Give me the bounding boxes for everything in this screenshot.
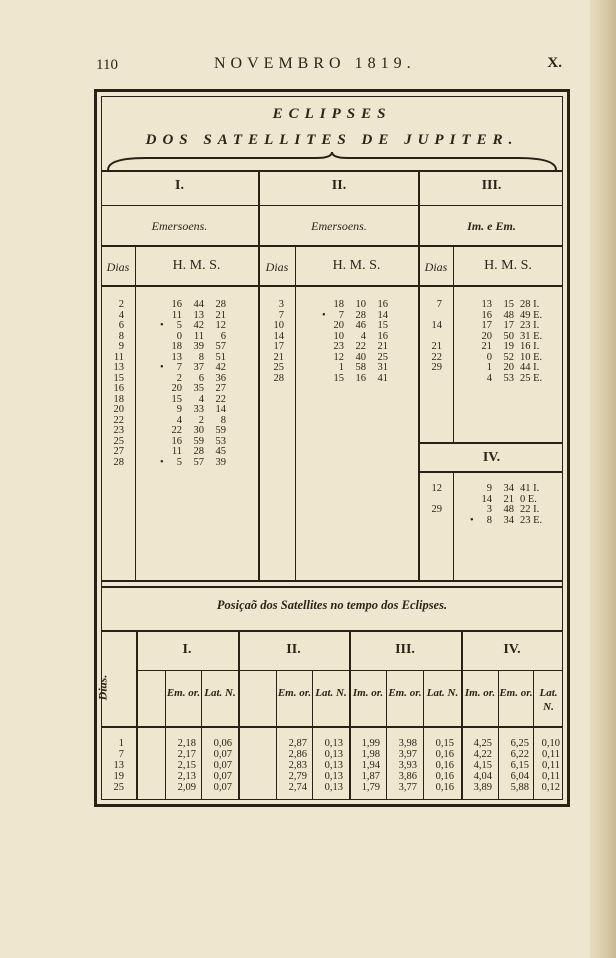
hour-cell: 21 (481, 341, 492, 352)
day-cell: 29 (431, 362, 442, 373)
second-cell: 10 E. (520, 351, 543, 363)
second-cell: 36 (215, 372, 226, 384)
col-hms-III: H. M. S. (484, 258, 532, 273)
day-cell: 7 (278, 309, 284, 321)
page-title: NOVEMBRO 1819. (214, 55, 416, 72)
hour-cell: 5 (176, 320, 182, 331)
col-divider (295, 245, 296, 580)
second-cell: 14 (215, 404, 226, 415)
sat-IV-minutes-column (496, 484, 514, 526)
second-cell: 27 (215, 383, 226, 394)
minute-cell: 52 (503, 351, 514, 363)
sat-IV-seconds-column (520, 484, 560, 526)
pos-III-lat-header: Lat. N. (426, 687, 459, 699)
hour-cell: 12 (333, 351, 344, 363)
minute-cell: 59 (193, 435, 204, 447)
day-cell: 12 (431, 483, 442, 494)
value-cell: 3,97 (398, 749, 417, 760)
day-cell: 25 (113, 782, 124, 793)
mark-cell: • (160, 456, 164, 468)
sat-III-hours-column (474, 300, 492, 384)
hour-cell: 15 (333, 372, 344, 384)
brace-ornament (106, 150, 558, 172)
day-cell: 21 (431, 341, 442, 352)
value-cell: 3,77 (398, 782, 417, 793)
sat-IV-dias-column (420, 484, 442, 526)
col-dias-II: Dias (265, 260, 289, 274)
hour-cell: 0 (486, 351, 492, 363)
minute-cell: 28 (355, 309, 366, 321)
minute-cell: 30 (193, 425, 204, 436)
positions-dias-label: Dias. (95, 674, 110, 701)
value-cell: 0,13 (324, 738, 343, 749)
value-cell: 0,06 (213, 738, 232, 749)
day-cell: 14 (273, 330, 284, 342)
value-cell: 3,86 (398, 771, 417, 782)
value-cell: 5,88 (510, 782, 529, 793)
value-cell: 0,11 (542, 771, 560, 782)
pos-dias-column (102, 738, 124, 793)
rule (101, 245, 563, 247)
sat-I-hours-column (164, 300, 182, 468)
day-cell: 6 (118, 320, 124, 331)
value-cell: 0,11 (542, 749, 560, 760)
second-cell: 22 I. (520, 504, 540, 515)
mark-cell: • (160, 362, 164, 373)
second-cell: 16 (377, 299, 388, 310)
second-cell: 16 I. (520, 341, 540, 352)
pos-IV-em-header: Em. or. (499, 687, 533, 699)
pos-III-header: III. (395, 642, 415, 657)
day-cell: 29 (431, 504, 442, 515)
day-cell: 19 (113, 771, 124, 782)
value-cell: 2,17 (177, 749, 196, 760)
second-cell: 39 (215, 456, 226, 468)
pos-II-em-header: Em. or. (277, 687, 312, 699)
second-cell: 21 (377, 341, 388, 352)
value-cell: 4,04 (473, 771, 492, 782)
minute-cell: 34 (503, 483, 514, 494)
minute-cell: 21 (503, 493, 514, 505)
second-cell: 8 (220, 414, 226, 426)
minute-cell: 39 (193, 341, 204, 352)
minute-cell: 17 (503, 320, 514, 331)
pos-IV-em-column (499, 738, 529, 793)
hour-cell: 1 (338, 362, 344, 373)
second-cell: 23 I. (520, 320, 540, 331)
col-hms-I: H. M. S. (172, 258, 221, 273)
value-cell: 2,87 (288, 738, 307, 749)
hour-cell: 18 (333, 299, 344, 310)
hour-cell: 0 (176, 330, 182, 342)
value-cell: 0,15 (435, 738, 454, 749)
day-cell: 9 (118, 341, 124, 352)
table-title-line1: ECLIPSES (272, 106, 392, 122)
sat-II-seconds-column (370, 300, 388, 384)
value-cell: 1,98 (361, 749, 380, 760)
hour-cell: 14 (481, 493, 492, 505)
minute-cell: 35 (193, 383, 204, 394)
second-cell: 16 (377, 330, 388, 342)
value-cell: 6,22 (510, 749, 529, 760)
day-cell: 17 (273, 341, 284, 352)
day-cell: 7 (118, 749, 124, 760)
day-cell: 21 (273, 351, 284, 363)
pos-IV-lat-column (534, 738, 560, 793)
second-cell: 59 (215, 425, 226, 436)
hour-cell: 13 (171, 351, 182, 363)
day-cell: 25 (273, 362, 284, 373)
pos-III-im-header: Im. or. (352, 687, 384, 699)
hour-cell: 4 (176, 414, 182, 426)
day-cell: 22 (113, 414, 124, 426)
value-cell: 3,98 (398, 738, 417, 749)
table-title-line2: DOS SATELLITES DE JUPITER. (145, 132, 519, 148)
minute-cell: 48 (503, 504, 514, 515)
hour-cell: 16 (481, 309, 492, 321)
rule (419, 471, 563, 473)
second-cell: 22 (215, 393, 226, 405)
sat-III-header: III. (481, 178, 502, 193)
day-cell: 14 (431, 320, 442, 331)
hour-cell: 20 (481, 330, 492, 342)
day-cell: 27 (113, 446, 124, 457)
value-cell: 0,16 (435, 749, 454, 760)
pos-I-em-column (166, 738, 196, 793)
minute-cell: 16 (355, 372, 366, 384)
minute-cell: 37 (193, 362, 204, 373)
value-cell: 3,93 (398, 760, 417, 771)
second-cell: 25 (377, 351, 388, 363)
mark-cell: • (470, 514, 474, 526)
hour-cell: 16 (171, 299, 182, 310)
value-cell: 0,07 (213, 782, 232, 793)
day-cell: 11 (113, 351, 124, 363)
rule (101, 726, 563, 728)
hour-cell: 16 (171, 435, 182, 447)
sat-II-header: II. (331, 178, 347, 193)
pos-II-lat-column (313, 738, 343, 793)
rule (419, 442, 563, 444)
day-cell: 16 (113, 383, 124, 394)
hour-cell: 2 (176, 372, 182, 384)
day-cell (420, 516, 442, 527)
minute-cell: 11 (193, 330, 204, 342)
sat-I-minutes-column (186, 300, 204, 468)
second-cell: 31 E. (520, 330, 543, 342)
value-cell: 2,13 (177, 771, 196, 782)
value-cell: 0,13 (324, 749, 343, 760)
second-cell: 12 (215, 320, 226, 331)
second-cell: 31 (377, 362, 388, 373)
minute-cell: 4 (198, 393, 204, 405)
hour-cell: 3 (486, 504, 492, 515)
minute-cell: 19 (503, 341, 514, 352)
running-head (96, 55, 566, 81)
pos-I-header: I. (182, 642, 192, 657)
value-cell: 2,86 (288, 749, 307, 760)
pos-IV-header: IV. (503, 642, 521, 657)
value-cell: 4,15 (473, 760, 492, 771)
mark-cell: • (322, 309, 326, 321)
hour-cell: 15 (171, 393, 182, 405)
minute-cell: 40 (355, 351, 366, 363)
second-cell: 28 (215, 299, 226, 310)
value-cell: 2,09 (177, 782, 196, 793)
day-cell: 20 (113, 404, 124, 415)
rule (101, 586, 563, 588)
value-cell: 1,79 (361, 782, 380, 793)
hour-cell: 1 (486, 362, 492, 373)
value-cell: 0,07 (213, 760, 232, 771)
sat-III-minutes-column (496, 300, 514, 384)
hour-cell: 10 (333, 330, 344, 342)
minute-cell: 44 (193, 299, 204, 310)
minute-cell: 42 (193, 320, 204, 331)
rule (101, 285, 563, 287)
second-cell: 51 (215, 351, 226, 363)
minute-cell: 15 (503, 299, 514, 310)
minute-cell: 28 (193, 446, 204, 457)
pos-IV-im-header: Im. or. (464, 687, 496, 699)
sat-II-dias-column (262, 300, 284, 384)
col-hms-II: H. M. S. (332, 258, 381, 273)
hour-cell: 23 (333, 341, 344, 352)
hour-cell: 9 (176, 404, 182, 415)
minute-cell: 53 (503, 372, 514, 384)
value-cell: 1,87 (361, 771, 380, 782)
second-cell: 0 E. (520, 493, 537, 505)
pos-II-header: II. (286, 642, 301, 657)
second-cell: 14 (377, 309, 388, 321)
second-cell: 15 (377, 320, 388, 331)
hour-cell: 20 (171, 383, 182, 394)
minute-cell: 6 (198, 372, 204, 384)
day-cell: 2 (118, 299, 124, 310)
value-cell: 6,15 (510, 760, 529, 771)
positions-title: Posiçaõ dos Satellites no tempo dos Eclipses. (216, 598, 448, 612)
pos-III-em-header: Em. or. (388, 687, 422, 699)
sat-I-header: I. (175, 178, 184, 193)
value-cell: 0,10 (541, 738, 560, 749)
hour-cell: 7 (176, 362, 182, 373)
second-cell: 21 (215, 309, 226, 321)
page-number: 110 (96, 57, 118, 73)
minute-cell: 4 (360, 330, 366, 342)
second-cell: 49 E. (520, 309, 543, 321)
hour-cell: 18 (171, 341, 182, 352)
value-cell: 0,13 (324, 760, 343, 771)
hour-cell: 11 (171, 309, 182, 321)
pos-III-im-column (350, 738, 380, 793)
sat-IV-hours-column (474, 484, 492, 526)
minute-cell: 34 (503, 514, 514, 526)
sat-III-dias-column (420, 300, 442, 384)
pos-I-lat-column (202, 738, 232, 793)
value-cell: 2,83 (288, 760, 307, 771)
value-cell: 0,13 (324, 771, 343, 782)
value-cell: 4,22 (473, 749, 492, 760)
value-cell: 6,04 (510, 771, 529, 782)
minute-cell: 58 (355, 362, 366, 373)
col-divider (453, 245, 454, 442)
value-cell: 0,07 (213, 749, 232, 760)
pos-I-lat-header: Lat. N. (204, 687, 236, 699)
minute-cell: 22 (355, 341, 366, 352)
hour-cell: 7 (338, 309, 344, 321)
sat-III-type: Im. e Em. (467, 219, 516, 233)
rule (101, 170, 563, 172)
second-cell: 23 E. (520, 514, 543, 526)
sat-I-dias-column (102, 300, 124, 468)
minute-cell: 50 (503, 330, 514, 342)
day-cell: 15 (113, 372, 124, 384)
sat-IV-header: IV. (482, 450, 501, 465)
second-cell: 41 (377, 372, 388, 384)
day-cell (420, 374, 442, 385)
col-divider (453, 471, 454, 580)
value-cell: 0,12 (541, 782, 560, 793)
pos-IV-lat-header: Lat. N. (539, 687, 558, 713)
section-number: X. (547, 55, 562, 71)
day-cell: 28 (273, 372, 284, 384)
hour-cell: 8 (486, 514, 492, 526)
hour-cell: 9 (486, 483, 492, 494)
value-cell: 0,11 (542, 760, 560, 771)
second-cell: 6 (220, 330, 226, 342)
minute-cell: 46 (355, 320, 366, 331)
minute-cell: 57 (193, 456, 204, 468)
mark-cell: • (160, 320, 164, 331)
sat-I-seconds-column (208, 300, 226, 468)
minute-cell: 20 (503, 362, 514, 373)
day-cell: 3 (278, 299, 284, 310)
second-cell: 45 (215, 446, 226, 457)
day-cell: 13 (113, 362, 124, 373)
hour-cell: 13 (481, 299, 492, 310)
sat-I-type: Emersoens. (151, 219, 208, 233)
col-dias-III: Dias (424, 260, 448, 274)
hour-cell: 22 (171, 425, 182, 436)
minute-cell: 10 (355, 299, 366, 310)
value-cell: 2,18 (177, 738, 196, 749)
pos-II-lat-header: Lat. N. (315, 687, 347, 699)
value-cell: 2,79 (288, 771, 307, 782)
day-cell: 18 (113, 393, 124, 405)
day-cell: 10 (273, 320, 284, 331)
day-cell: 4 (118, 309, 124, 321)
pos-III-lat-column (424, 738, 454, 793)
hour-cell: 4 (486, 372, 492, 384)
second-cell: 28 I. (520, 299, 540, 310)
page-edge (590, 0, 616, 958)
sat-III-seconds-column (520, 300, 560, 384)
second-cell: 25 E. (520, 372, 543, 384)
value-cell: 4,25 (473, 738, 492, 749)
second-cell: 44 I. (520, 362, 540, 373)
value-cell: 0,13 (324, 782, 343, 793)
value-cell: 0,16 (435, 771, 454, 782)
hour-cell: 17 (481, 320, 492, 331)
value-cell: 1,99 (361, 738, 380, 749)
value-cell: 3,89 (473, 782, 492, 793)
minute-cell: 33 (193, 404, 204, 415)
sat-II-hours-column (326, 300, 344, 384)
day-cell: 28 (113, 456, 124, 468)
pos-I-em-header: Em. or. (166, 687, 201, 699)
pos-II-em-column (277, 738, 307, 793)
rule (101, 205, 563, 206)
value-cell: 2,74 (288, 782, 307, 793)
second-cell: 41 I. (520, 483, 540, 494)
rule (101, 630, 563, 632)
hour-cell: 5 (176, 456, 182, 468)
day-cell: 8 (118, 330, 124, 342)
rule (101, 580, 563, 582)
minute-cell: 13 (193, 309, 204, 321)
day-cell: 22 (431, 351, 442, 363)
value-cell: 0,16 (435, 760, 454, 771)
value-cell: 2,15 (177, 760, 196, 771)
minute-cell: 48 (503, 309, 514, 321)
minute-cell: 2 (198, 414, 204, 426)
pos-III-em-column (387, 738, 417, 793)
day-cell: 1 (118, 738, 124, 749)
col-divider (135, 245, 136, 580)
second-cell: 53 (215, 435, 226, 447)
col-dias-I: Dias (106, 260, 130, 274)
hour-cell: 20 (333, 320, 344, 331)
sat-II-type: Emersoens. (311, 219, 367, 233)
sat-II-minutes-column (348, 300, 366, 384)
day-cell: 23 (113, 425, 124, 436)
minute-cell: 8 (198, 351, 204, 363)
second-cell: 42 (215, 362, 226, 373)
value-cell: 0,07 (213, 771, 232, 782)
day-cell: 13 (113, 760, 124, 771)
value-cell: 1,94 (361, 760, 380, 771)
second-cell: 57 (215, 341, 226, 352)
pos-IV-im-column (462, 738, 492, 793)
day-cell: 25 (113, 435, 124, 447)
hour-cell: 11 (171, 446, 182, 457)
day-cell: 7 (436, 299, 442, 310)
value-cell: 0,16 (435, 782, 454, 793)
value-cell: 6,25 (510, 738, 529, 749)
